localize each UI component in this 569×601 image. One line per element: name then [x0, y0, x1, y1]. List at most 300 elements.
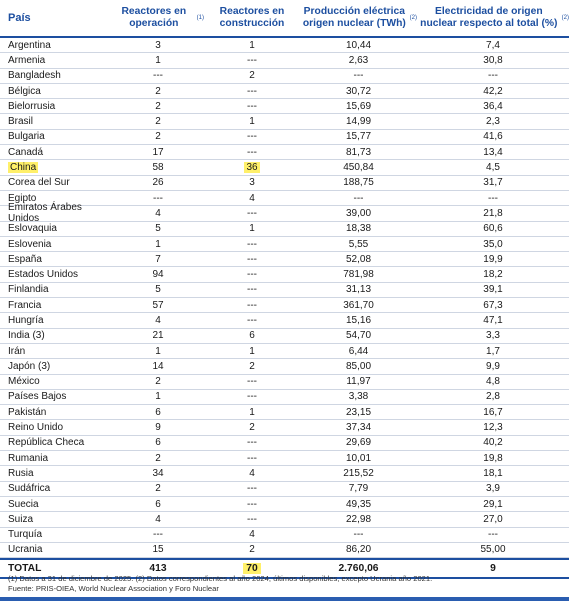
cell-produccion-wrap [300, 206, 417, 220]
cell-reactores-construccion-wrap [204, 267, 300, 281]
cell-produccion-wrap [300, 283, 417, 297]
cell-electricidad-wrap [417, 237, 569, 251]
cell-produccion: 52,08 [345, 253, 372, 265]
table-row [0, 329, 569, 344]
cell-electricidad: 18,1 [483, 467, 503, 479]
cell-produccion: 7,79 [348, 483, 369, 495]
cell-reactores-operacion: 5 [155, 284, 161, 296]
cell-reactores-operacion: 14 [152, 360, 164, 372]
cell-reactores-construccion: 36 [246, 162, 258, 174]
table-row [0, 114, 569, 129]
cell-reactores-construccion-wrap [204, 482, 300, 496]
cell-reactores-operacion: 1 [155, 238, 161, 250]
cell-reactores-operacion-wrap [112, 222, 204, 236]
cell-country: Egipto [8, 192, 37, 204]
cell-country-wrap [0, 359, 112, 373]
cell-electricidad: --- [488, 192, 498, 204]
cell-produccion-wrap [300, 512, 417, 526]
table-row [0, 237, 569, 252]
cell-electricidad: 12,3 [483, 422, 503, 434]
cell-country-wrap [0, 466, 112, 480]
cell-country: Estados Unidos [8, 269, 79, 281]
cell-country-wrap [0, 329, 112, 343]
cell-produccion-wrap [300, 298, 417, 312]
cell-electricidad-wrap [417, 405, 569, 419]
cell-produccion: 15,69 [345, 100, 372, 112]
cell-country: Ucrania [8, 544, 43, 556]
cell-produccion-wrap [300, 436, 417, 450]
cell-reactores-construccion-wrap [204, 375, 300, 389]
cell-reactores-construccion: --- [247, 253, 257, 265]
cell-electricidad-wrap [417, 84, 569, 98]
cell-produccion-wrap [300, 482, 417, 496]
cell-reactores-operacion: 1 [155, 54, 161, 66]
cell-electricidad-wrap [417, 359, 569, 373]
cell-reactores-operacion-wrap [112, 390, 204, 404]
cell-reactores-operacion: 34 [152, 467, 164, 479]
cell-reactores-operacion-wrap [112, 497, 204, 511]
cell-country-wrap [0, 390, 112, 404]
cell-country: Bélgica [8, 85, 41, 97]
cell-produccion: 30,72 [345, 85, 372, 97]
cell-country: México [8, 376, 40, 388]
cell-reactores-construccion-wrap [204, 344, 300, 358]
table-row [0, 202, 569, 225]
cell-electricidad-wrap [417, 420, 569, 434]
cell-electricidad: 2,3 [486, 116, 500, 128]
header-electricidad [417, 0, 569, 36]
cell-reactores-operacion: 9 [155, 422, 161, 434]
table-row [0, 512, 569, 527]
cell-reactores-construccion: --- [247, 131, 257, 143]
cell-country-wrap [0, 528, 112, 542]
cell-produccion-wrap [300, 420, 417, 434]
cell-reactores-construccion-wrap [204, 451, 300, 465]
cell-reactores-operacion-wrap [112, 420, 204, 434]
cell-reactores-operacion: 2 [155, 100, 161, 112]
cell-produccion-wrap [300, 130, 417, 144]
header-note-2a: (2) [409, 15, 417, 21]
footnotes [8, 574, 432, 594]
cell-produccion: 31,13 [345, 284, 372, 296]
cell-electricidad-wrap [417, 38, 569, 52]
cell-produccion: 86,20 [345, 544, 372, 556]
cell-country: Turquía [8, 529, 43, 541]
cell-reactores-construccion-wrap [204, 528, 300, 542]
table-row [0, 84, 569, 99]
cell-reactores-construccion-wrap [204, 390, 300, 404]
cell-reactores-construccion-wrap [204, 206, 300, 220]
cell-reactores-operacion: --- [153, 70, 163, 82]
cell-produccion-wrap [300, 359, 417, 373]
cell-produccion: 188,75 [343, 177, 374, 189]
header-reactores-construccion: Reactores en construcción [219, 6, 285, 29]
cell-produccion-wrap [300, 313, 417, 327]
cell-produccion: 5,55 [348, 238, 369, 250]
cell-reactores-operacion-wrap [112, 130, 204, 144]
cell-produccion: 10,44 [345, 39, 372, 51]
header-produccion [300, 0, 417, 36]
cell-electricidad-wrap [417, 222, 569, 236]
cell-reactores-operacion-wrap [112, 283, 204, 297]
cell-electricidad-wrap [417, 99, 569, 113]
cell-reactores-construccion: 2 [249, 70, 255, 82]
cell-reactores-construccion-wrap [204, 99, 300, 113]
cell-reactores-construccion: --- [247, 391, 257, 403]
cell-reactores-operacion-wrap [112, 69, 204, 83]
cell-produccion: 11,97 [346, 376, 371, 388]
table-header [0, 0, 569, 38]
cell-electricidad-wrap [417, 375, 569, 389]
cell-produccion: --- [353, 529, 364, 541]
cell-produccion-wrap [300, 99, 417, 113]
cell-electricidad-wrap [417, 313, 569, 327]
cell-reactores-operacion: 2 [155, 116, 161, 128]
cell-reactores-construccion: 6 [249, 330, 255, 342]
cell-electricidad: 9,9 [486, 360, 500, 372]
cell-country-wrap [0, 38, 112, 52]
cell-reactores-construccion-wrap [204, 497, 300, 511]
cell-electricidad: 21,8 [483, 207, 503, 219]
cell-country: Argentina [8, 39, 51, 51]
cell-reactores-construccion-wrap [204, 53, 300, 67]
cell-country: Sudáfrica [8, 483, 51, 495]
table-row [0, 145, 569, 160]
cell-reactores-operacion-wrap [112, 436, 204, 450]
cell-produccion-wrap [300, 451, 417, 465]
cell-electricidad: 27,0 [483, 513, 503, 525]
cell-electricidad-wrap [417, 512, 569, 526]
table-row [0, 375, 569, 390]
cell-electricidad: 18,2 [483, 269, 503, 281]
cell-produccion-wrap [300, 405, 417, 419]
cell-produccion: --- [353, 70, 364, 82]
cell-country: Rumania [8, 452, 49, 464]
cell-reactores-construccion: --- [247, 100, 257, 112]
cell-electricidad-wrap [417, 466, 569, 480]
cell-electricidad-wrap [417, 206, 569, 220]
table-row [0, 405, 569, 420]
cell-reactores-operacion: 2 [155, 452, 161, 464]
cell-country-wrap [0, 252, 112, 266]
cell-reactores-construccion: --- [247, 483, 257, 495]
cell-electricidad-wrap [417, 497, 569, 511]
cell-electricidad-wrap [417, 252, 569, 266]
cell-reactores-construccion-wrap [204, 69, 300, 83]
cell-reactores-construccion: --- [247, 314, 257, 326]
cell-electricidad: 39,1 [483, 284, 503, 296]
cell-reactores-construccion: 4 [249, 467, 255, 479]
table-row [0, 497, 569, 512]
cell-reactores-construccion: 1 [249, 406, 255, 418]
cell-reactores-construccion: --- [247, 54, 257, 66]
header-note-2b: (2) [561, 15, 569, 21]
cell-country: Corea del Sur [8, 177, 70, 189]
cell-electricidad-wrap [417, 130, 569, 144]
cell-reactores-construccion: --- [247, 269, 257, 281]
cell-reactores-construccion-wrap [204, 114, 300, 128]
cell-reactores-operacion-wrap [112, 359, 204, 373]
cell-country: Hungría [8, 314, 44, 326]
cell-reactores-construccion: 1 [249, 223, 255, 235]
cell-reactores-operacion-wrap [112, 267, 204, 281]
cell-reactores-construccion-wrap [204, 283, 300, 297]
cell-produccion: 3,38 [348, 391, 369, 403]
cell-electricidad: 55,00 [480, 544, 506, 556]
cell-produccion-wrap [300, 466, 417, 480]
cell-reactores-construccion-wrap [204, 145, 300, 159]
cell-reactores-operacion-wrap [112, 84, 204, 98]
table-row [0, 252, 569, 267]
cell-reactores-construccion-wrap [204, 466, 300, 480]
cell-produccion-wrap [300, 267, 417, 281]
cell-country-wrap [0, 53, 112, 67]
cell-electricidad: 67,3 [483, 299, 503, 311]
cell-country-wrap [0, 130, 112, 144]
cell-country: República Checa [8, 437, 85, 449]
cell-reactores-operacion: 21 [152, 330, 164, 342]
cell-country: Eslovaquia [8, 223, 57, 235]
table-row [0, 38, 569, 53]
cell-reactores-operacion: --- [153, 529, 163, 541]
cell-reactores-operacion: 6 [155, 406, 161, 418]
cell-produccion-wrap [300, 191, 417, 205]
cell-produccion: 29,69 [345, 437, 372, 449]
cell-reactores-construccion: --- [247, 513, 257, 525]
cell-reactores-construccion-wrap [204, 420, 300, 434]
table-row [0, 482, 569, 497]
cell-reactores-construccion: 2 [249, 544, 255, 556]
table-row [0, 390, 569, 405]
cell-produccion-wrap [300, 222, 417, 236]
table-row [0, 99, 569, 114]
cell-country: Pakistán [8, 406, 47, 418]
cell-electricidad: 3,9 [486, 483, 500, 495]
cell-electricidad: 2,8 [486, 391, 500, 403]
cell-country: Suiza [8, 513, 34, 525]
cell-country: Brasil [8, 116, 34, 128]
cell-reactores-construccion: 1 [249, 345, 255, 357]
cell-reactores-construccion: --- [247, 452, 257, 464]
cell-electricidad-wrap [417, 53, 569, 67]
cell-reactores-operacion-wrap [112, 176, 204, 190]
cell-country-wrap [0, 497, 112, 511]
header-produccion-label: Producción eléctrica origen nuclear (TWh) [302, 6, 406, 29]
total-construccion: 70 [243, 563, 260, 574]
cell-reactores-operacion: 3 [155, 39, 161, 51]
cell-reactores-construccion: --- [247, 498, 257, 510]
cell-electricidad-wrap [417, 160, 569, 174]
cell-country: Bangladesh [8, 70, 61, 82]
cell-electricidad: 7,4 [486, 39, 500, 51]
cell-country: Bulgaria [8, 131, 45, 143]
cell-reactores-construccion-wrap [204, 160, 300, 174]
table-row [0, 313, 569, 328]
cell-reactores-operacion-wrap [112, 145, 204, 159]
cell-country: Suecia [8, 498, 39, 510]
cell-produccion: 14,99 [345, 116, 372, 128]
cell-electricidad: 4,8 [486, 376, 500, 388]
total-operacion: 413 [149, 563, 167, 575]
table-row [0, 130, 569, 145]
cell-reactores-operacion-wrap [112, 512, 204, 526]
cell-electricidad-wrap [417, 298, 569, 312]
cell-produccion: 2,63 [348, 54, 369, 66]
cell-reactores-operacion: 58 [152, 162, 164, 174]
cell-produccion-wrap [300, 344, 417, 358]
cell-reactores-operacion-wrap [112, 53, 204, 67]
cell-electricidad: 13,4 [483, 146, 503, 158]
cell-produccion: --- [353, 192, 364, 204]
cell-reactores-operacion-wrap [112, 313, 204, 327]
cell-produccion-wrap [300, 176, 417, 190]
cell-reactores-operacion-wrap [112, 38, 204, 52]
cell-country-wrap [0, 202, 112, 225]
cell-reactores-operacion: 26 [152, 177, 164, 189]
cell-produccion: 15,16 [345, 314, 372, 326]
cell-reactores-construccion-wrap [204, 543, 300, 557]
cell-country: España [8, 253, 42, 265]
cell-country-wrap [0, 436, 112, 450]
table-body [0, 38, 569, 558]
cell-produccion: 361,70 [343, 299, 374, 311]
cell-electricidad-wrap [417, 114, 569, 128]
table-row [0, 267, 569, 282]
cell-reactores-construccion-wrap [204, 176, 300, 190]
cell-reactores-construccion: 4 [249, 529, 255, 541]
cell-produccion: 450,84 [343, 162, 374, 174]
cell-electricidad: 1,7 [486, 345, 500, 357]
cell-produccion: 6,44 [348, 345, 369, 357]
cell-electricidad-wrap [417, 390, 569, 404]
cell-reactores-operacion: 2 [155, 131, 161, 143]
cell-reactores-operacion: 2 [155, 483, 161, 495]
cell-reactores-operacion-wrap [112, 252, 204, 266]
cell-country-wrap [0, 69, 112, 83]
cell-reactores-operacion-wrap [112, 528, 204, 542]
cell-reactores-operacion: 7 [155, 253, 161, 265]
cell-reactores-operacion: 57 [152, 299, 164, 311]
cell-country-wrap [0, 512, 112, 526]
cell-electricidad-wrap [417, 482, 569, 496]
cell-country-wrap [0, 145, 112, 159]
cell-electricidad: 36,4 [483, 100, 503, 112]
total-produccion: 2.760,06 [338, 563, 379, 575]
cell-produccion: 49,35 [345, 498, 372, 510]
cell-produccion-wrap [300, 53, 417, 67]
cell-reactores-operacion: 1 [155, 345, 161, 357]
cell-reactores-operacion-wrap [112, 160, 204, 174]
cell-reactores-operacion-wrap [112, 375, 204, 389]
cell-produccion-wrap [300, 69, 417, 83]
cell-electricidad: 4,5 [486, 162, 500, 174]
cell-country-wrap [0, 267, 112, 281]
total-label: TOTAL [8, 563, 42, 575]
cell-reactores-construccion: --- [247, 299, 257, 311]
cell-reactores-operacion-wrap [112, 482, 204, 496]
cell-country-wrap [0, 114, 112, 128]
header-note-1: (1) [196, 15, 204, 21]
cell-electricidad-wrap [417, 145, 569, 159]
cell-reactores-construccion: --- [247, 146, 257, 158]
cell-country: China [10, 162, 37, 174]
cell-country: Emiratos Árabes Unidos [8, 202, 82, 225]
cell-electricidad-wrap [417, 329, 569, 343]
cell-reactores-construccion: 2 [249, 422, 255, 434]
cell-reactores-operacion-wrap [112, 344, 204, 358]
cell-reactores-operacion-wrap [112, 206, 204, 220]
cell-electricidad-wrap [417, 451, 569, 465]
cell-electricidad-wrap [417, 283, 569, 297]
cell-reactores-construccion-wrap [204, 313, 300, 327]
cell-produccion-wrap [300, 252, 417, 266]
table-row [0, 359, 569, 374]
cell-country: Francia [8, 299, 42, 311]
cell-country-wrap [0, 482, 112, 496]
cell-reactores-construccion-wrap [204, 405, 300, 419]
cell-reactores-construccion: 2 [249, 360, 255, 372]
cell-country: Armenia [8, 54, 46, 66]
cell-produccion: 781,98 [343, 269, 374, 281]
cell-reactores-operacion-wrap [112, 329, 204, 343]
cell-electricidad: --- [488, 70, 498, 82]
cell-reactores-construccion: 4 [249, 192, 255, 204]
cell-reactores-operacion: 4 [155, 207, 161, 219]
cell-produccion-wrap [300, 145, 417, 159]
cell-reactores-operacion: 2 [155, 85, 161, 97]
cell-produccion: 39,00 [345, 207, 372, 219]
cell-produccion: 10,01 [345, 452, 372, 464]
footnote-line-1: (1) Datos a 31 de diciembre de 2025. (2) Datos correspondientes al año 2024, últimos disponibles, excepto Ucrania año 2021. [8, 574, 433, 583]
cell-reactores-operacion-wrap [112, 466, 204, 480]
cell-reactores-construccion: --- [247, 238, 257, 250]
cell-country: Bielorrusia [8, 100, 56, 112]
cell-produccion-wrap [300, 375, 417, 389]
cell-produccion: 215,52 [343, 467, 374, 479]
cell-reactores-operacion: 15 [152, 544, 164, 556]
cell-reactores-construccion-wrap [204, 298, 300, 312]
cell-produccion: 54,70 [345, 330, 372, 342]
cell-country: India (3) [8, 330, 45, 342]
cell-reactores-construccion-wrap [204, 329, 300, 343]
cell-produccion: 22,98 [345, 513, 372, 525]
cell-reactores-operacion-wrap [112, 99, 204, 113]
cell-produccion-wrap [300, 237, 417, 251]
cell-country-wrap [0, 543, 112, 557]
cell-country-wrap [0, 405, 112, 419]
cell-reactores-operacion: 4 [155, 314, 161, 326]
cell-reactores-construccion: --- [247, 207, 257, 219]
cell-country-wrap [0, 283, 112, 297]
cell-electricidad: 47,1 [483, 314, 503, 326]
cell-country: Eslovenia [8, 238, 52, 250]
footnote-source: Fuente: PRIS-OIEA, World Nuclear Association y Foro Nuclear [8, 584, 219, 593]
cell-reactores-operacion-wrap [112, 114, 204, 128]
cell-produccion-wrap [300, 160, 417, 174]
header-reactores-operacion-label: Reactores en operación [121, 6, 187, 29]
cell-produccion: 85,00 [345, 360, 372, 372]
cell-country: Reino Unido [8, 422, 64, 434]
cell-reactores-construccion-wrap [204, 84, 300, 98]
cell-electricidad: 35,0 [483, 238, 503, 250]
cell-electricidad-wrap [417, 436, 569, 450]
cell-electricidad-wrap [417, 176, 569, 190]
cell-reactores-construccion: 1 [249, 39, 255, 51]
cell-electricidad: 19,8 [483, 452, 503, 464]
table-row [0, 69, 569, 84]
cell-electricidad: 41,6 [483, 131, 503, 143]
cell-electricidad: 30,8 [483, 54, 503, 66]
